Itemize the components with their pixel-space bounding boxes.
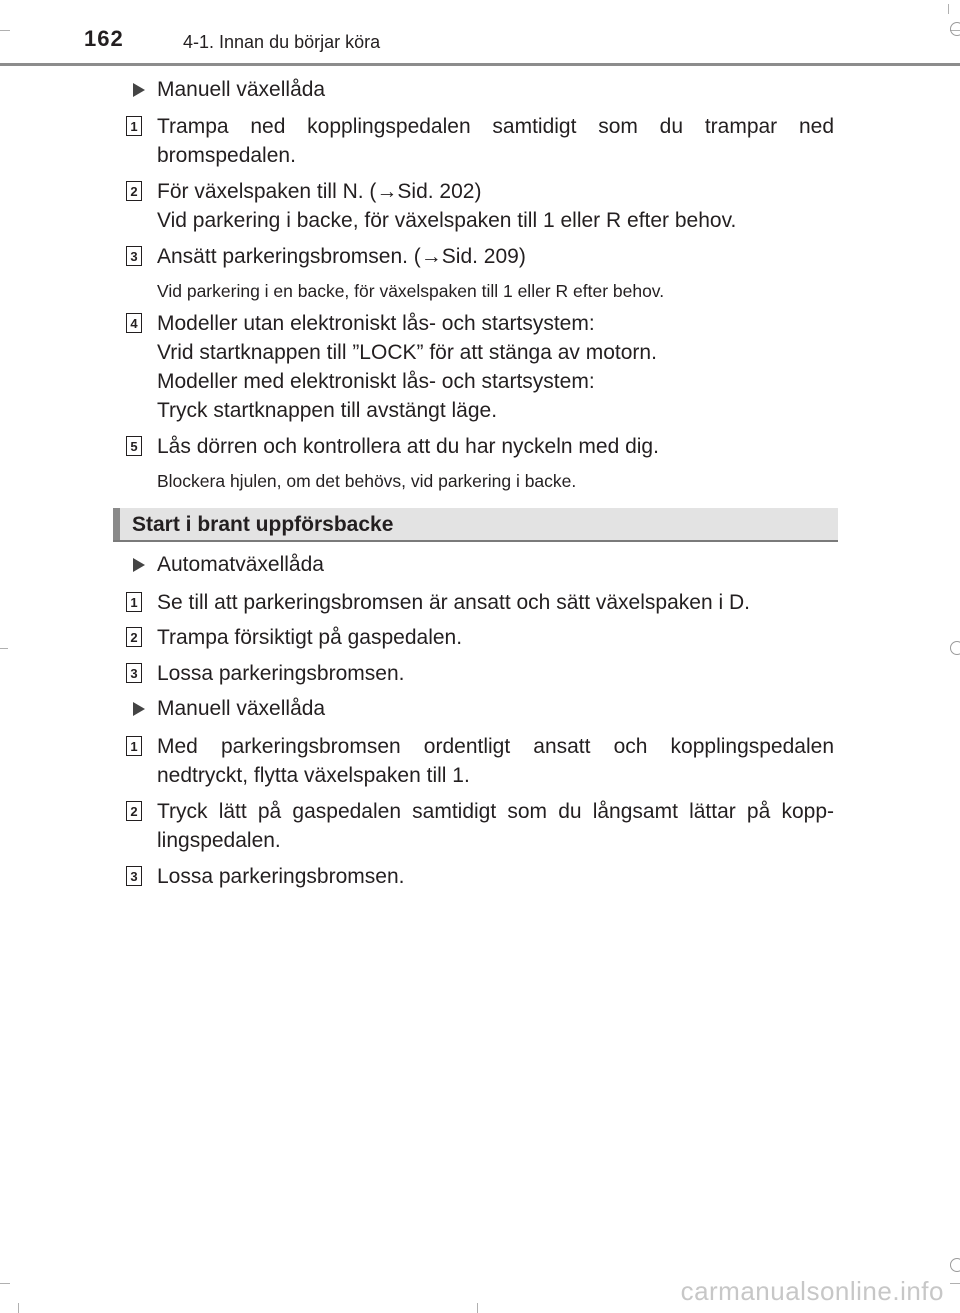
crop-mark: [0, 648, 8, 649]
step-line: För växelspaken till N. (→Sid. 202): [157, 180, 482, 203]
step-number-badge: 3: [126, 866, 142, 886]
step-number-badge: 3: [126, 246, 142, 266]
step-number-badge: 2: [126, 801, 142, 821]
heading-label: Manuell växellåda: [157, 697, 326, 720]
heading-label: Automatväxellåda: [157, 553, 324, 576]
automatic-transmission-heading: [133, 550, 324, 579]
watermark-text: carmanualsonline.info: [680, 1276, 944, 1306]
crop-mark: [948, 4, 949, 14]
arrow-right-icon: [133, 558, 145, 572]
step-note: Vid parkering i en backe, för växelspaken till 1 eller R efter behov.: [157, 281, 665, 301]
step-number-badge: 1: [126, 736, 142, 756]
step-text: Trampa försiktigt på gaspedalen.: [157, 626, 463, 649]
arrow-right-icon: [133, 83, 145, 97]
crop-mark: [950, 1283, 960, 1284]
manual-transmission-heading: [133, 694, 325, 723]
step-text: [157, 309, 834, 425]
section-title-bar: [113, 508, 838, 542]
step-number-badge: 1: [126, 116, 142, 136]
chapter-title: 4-1. Innan du börjar köra: [183, 32, 381, 52]
step-line: Vid parkering i backe, för växelspaken till 1 eller R efter behov.: [157, 209, 737, 232]
step-text: Tryck lätt på gaspedalen samtidigt som du långsamt lättar på kopp-lingspedalen.: [157, 800, 834, 852]
step-number-badge: 2: [126, 627, 142, 647]
step-text: Ansätt parkeringsbromsen. (→Sid. 209): [157, 245, 526, 268]
step-line: Vrid startknappen till ”LOCK” för att stänga av motorn.: [157, 341, 657, 364]
step-text: [157, 177, 834, 235]
heading-label: Manuell växellåda: [157, 78, 326, 101]
step-text: Lossa parkeringsbromsen.: [157, 662, 405, 685]
registration-mark-icon: [950, 22, 960, 36]
crop-mark: [0, 30, 10, 31]
arrow-right-icon: [133, 702, 145, 716]
step-text: Se till att parkeringsbromsen är ansatt och sätt växelspaken i D.: [157, 591, 750, 614]
step-note: Blockera hjulen, om det behövs, vid parkering i backe.: [157, 471, 577, 491]
step-text: Med parkeringsbromsen ordentligt ansatt och kopplingspedalen nedtryckt, flytta växelspaken till 1.: [157, 735, 834, 787]
crop-mark: [477, 1303, 478, 1313]
header-rule: [0, 63, 960, 66]
step-line: Modeller med elektroniskt lås- och startsystem:: [157, 370, 595, 393]
step-number-badge: 2: [126, 181, 142, 201]
manual-transmission-heading: [133, 75, 325, 104]
page-number: 162: [84, 26, 124, 51]
crop-mark: [18, 1303, 19, 1313]
step-number-badge: 5: [126, 436, 142, 456]
section-title: Start i brant uppförsbacke: [132, 513, 394, 536]
step-text: Trampa ned kopplingspedalen samtidigt som du trampar ned bromspedalen.: [157, 115, 834, 167]
crop-mark: [0, 1283, 10, 1284]
step-line: Modeller utan elektroniskt lås- och startsystem:: [157, 312, 595, 335]
registration-mark-icon: [950, 641, 960, 655]
step-line: Tryck startknappen till avstängt läge.: [157, 399, 498, 422]
step-number-badge: 3: [126, 663, 142, 683]
page-header: [0, 0, 960, 66]
step-number-badge: 1: [126, 592, 142, 612]
step-text: Lossa parkeringsbromsen.: [157, 865, 405, 888]
step-number-badge: 4: [126, 313, 142, 333]
registration-mark-icon: [950, 1258, 960, 1272]
step-text: Lås dörren och kontrollera att du har nyckeln med dig.: [157, 435, 659, 458]
